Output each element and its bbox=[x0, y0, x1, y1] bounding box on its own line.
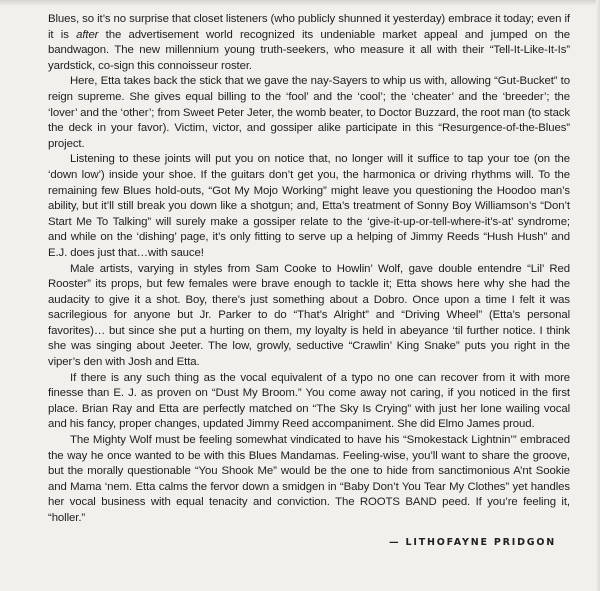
liner-notes-text bbox=[48, 12, 570, 527]
paragraph-4: Male artists, varying in styles from Sam Cooke to Howlin’ Wolf, gave double entendre “Lil’ Red Rooster” its props, but few females were brave enough to tackle it; Etta shows here why she had the audacity to give it a shot. Boy, there’s just something about a Dobro. Once upon a time I felt it was sacrilegious for anyone but Jr. Parker to do “That’s Alright” and “Driving Wheel” (Etta’s personal favorites)… but since she put a hurting on them, my loyalty is held in abeyance ‘til further notice. I think she was singing about Jeeter. The low, growly, seductive “Crawlin’ King Snake” puts you right in the viper’s den with Josh and Etta. bbox=[48, 262, 570, 369]
paragraph-1 bbox=[48, 12, 570, 74]
page-right-edge bbox=[596, 0, 600, 591]
paragraph-1-part-1: Blues, so it’s no surprise that closet listeners (who publicly shunned it yesterday) embrace it today; even if it is bbox=[48, 13, 570, 41]
author-signature: — LITHOFAYNE PRIDGON bbox=[389, 537, 556, 548]
paragraph-5: If there is any such thing as the vocal equivalent of a typo no one can recover from it with more finesse than E. J. as proven on “Dust My Broom.” You come away not caring, if you noticed in the first place. Brian Ray and Etta are perfectly matched on “The Sky Is Crying” with just her lone wailing vocal and his fancy, proper changes, updated Jimmy Reed accompaniment. She did Elmo James proud. bbox=[48, 371, 570, 431]
paragraph-1-emphasis: after bbox=[76, 28, 99, 41]
paragraph-6: The Mighty Wolf must be feeling somewhat vindicated to have his “Smokestack Lightnin’” embraced the way he once wanted to be with this Blues Mandamas. Feeling-wise, you’ll want to share the groove, but the morally questionable “You Shook Me” would be the one to hide from sanctimonious A’nt Sookie and Mama ‘nem. Etta calms the fervor down a smidgen in “Baby Don’t You Tear My Clothes” yet handles her vocal business with equal tenacity and conviction. The ROOTS BAND peed. If you’re feeling it, “holler.” bbox=[48, 434, 570, 524]
paragraph-3: Listening to these joints will put you on notice that, no longer will it suffice to tap your toe (on the ‘down low’) inside your shoe. If the guitars don’t get you, the harmonica or driving rhythms will. To the remaining few Blues hold-outs, “Got My Mojo Working” might leave you questioning the Hoodoo man’s ability, but it’ll still break you down like a shotgun; and, Etta’s treatment of Sonny Boy Williamson’s “Don’t Start Me To Talking” will surely make a gossiper relate to the ‘give-it-up-or-tell-where-it’s-at’ syndrome; and while on the ‘dishing’ page, it’s only fitting to serve up a helping of Jimmy Reeds “Hush Hush” and E.J. does just that…with sauce! bbox=[48, 153, 570, 259]
paragraph-2: Here, Etta takes back the stick that we gave the nay-Sayers to whip us with, allowing “Gut-Bucket” to reign supreme. She gives equal billing to the ‘fool’ and the ‘cool’; the ‘cheater’ and the ‘breeder’; the ‘lover’ and the ‘other’; from Sweet Peter Jeter, the womb beater, to Doctor Buzzard, the root man (to stack the deck in your favor). Victim, victor, and gossiper alike participate in this “Resurgence-of-the-Blues” project. bbox=[48, 75, 570, 150]
page-top-edge bbox=[0, 0, 600, 6]
paragraph-1-part-3: the advertisement world recognized its undeniable market appeal and jumped on the bandwagon. The new millennium young truth-seekers, who measure it all with their “Tell-It-Like-It-Is” yardstick, co-sign this connoisseur roster. bbox=[48, 28, 570, 72]
